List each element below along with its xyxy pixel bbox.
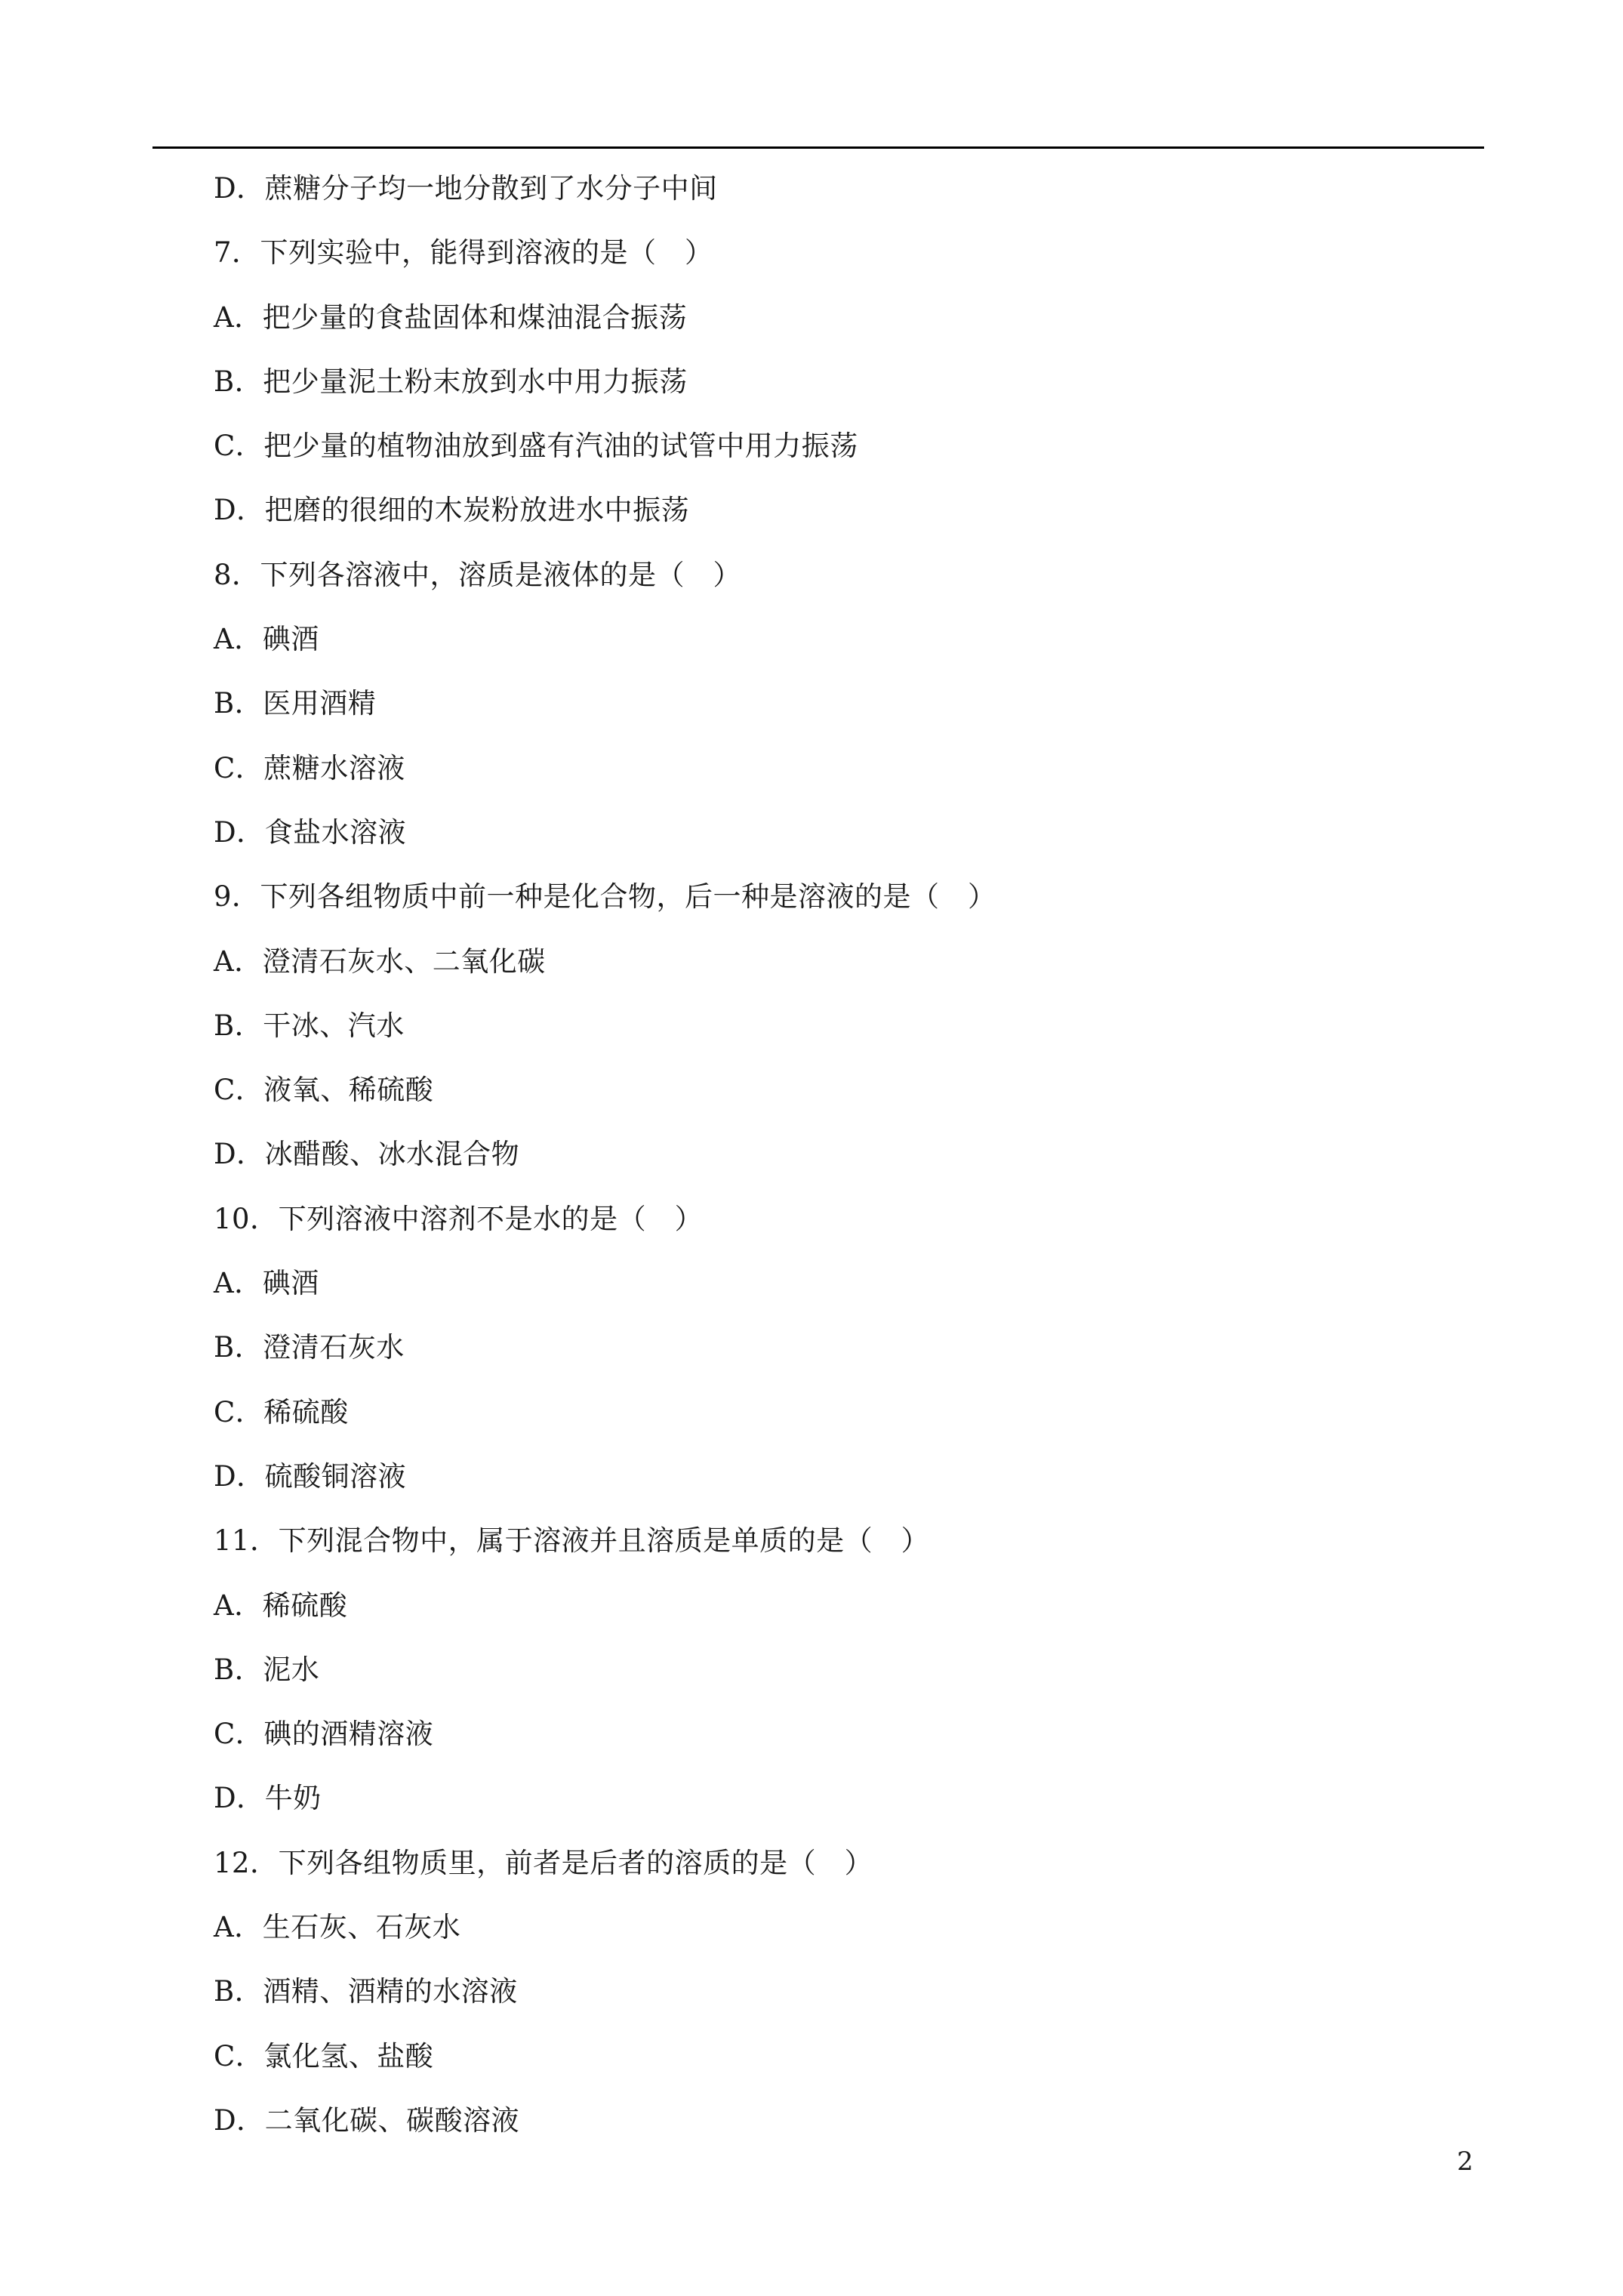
option-10b: B．澄清石灰水 — [214, 1331, 405, 1364]
question-9: 9．下列各组物质中前一种是化合物，后一种是溶液的是（ ） — [214, 880, 996, 914]
header-rule — [152, 146, 1484, 149]
option-10c: C．稀硫酸 — [214, 1395, 349, 1428]
option-7a: A．把少量的食盐固体和煤油混合振荡 — [214, 300, 688, 334]
option-11b: B．泥水 — [214, 1653, 320, 1686]
option-12b: B．酒精、酒精的水溶液 — [214, 1975, 518, 2008]
option-6d: D．蔗糖分子均一地分散到了水分子中间 — [214, 172, 718, 205]
question-list — [214, 165, 1482, 2161]
option-9d: D．冰醋酸、冰水混合物 — [214, 1138, 520, 1171]
option-11a: A．稀硫酸 — [214, 1589, 348, 1622]
option-9c: C．液氧、稀硫酸 — [214, 1074, 434, 1107]
option-10d: D．硫酸铜溶液 — [214, 1459, 407, 1493]
option-8c: C．蔗糖水溶液 — [214, 751, 405, 784]
option-7b: B．把少量泥土粉末放到水中用力振荡 — [214, 365, 688, 398]
option-11d: D．牛奶 — [214, 1782, 322, 1815]
option-8a: A．碘酒 — [214, 623, 319, 656]
option-9b: B．干冰、汽水 — [214, 1009, 405, 1042]
option-11c: C．碘的酒精溶液 — [214, 1718, 434, 1751]
question-10: 10．下列溶液中溶剂不是水的是（ ） — [214, 1202, 704, 1235]
question-7: 7．下列实验中，能得到溶液的是（ ） — [214, 236, 713, 270]
option-8b: B．医用酒精 — [214, 687, 377, 720]
option-10a: A．碘酒 — [214, 1267, 319, 1300]
question-8: 8．下列各溶液中，溶质是液体的是（ ） — [214, 558, 742, 591]
page-number: 2 — [1457, 2147, 1474, 2177]
option-7c: C．把少量的植物油放到盛有汽油的试管中用力振荡 — [214, 430, 858, 463]
question-11: 11．下列混合物中，属于溶液并且溶质是单质的是（ ） — [214, 1524, 930, 1558]
option-12c: C．氯化氢、盐酸 — [214, 2039, 434, 2073]
option-9a: A．澄清石灰水、二氧化碳 — [214, 945, 546, 978]
option-12a: A．生石灰、石灰水 — [214, 1911, 461, 1944]
option-12d: D．二氧化碳、碳酸溶液 — [214, 2103, 520, 2137]
question-12: 12．下列各组物质里，前者是后者的溶质的是（ ） — [214, 1846, 873, 1879]
option-7d: D．把磨的很细的木炭粉放进水中振荡 — [214, 494, 690, 527]
option-8d: D．食盐水溶液 — [214, 815, 407, 849]
